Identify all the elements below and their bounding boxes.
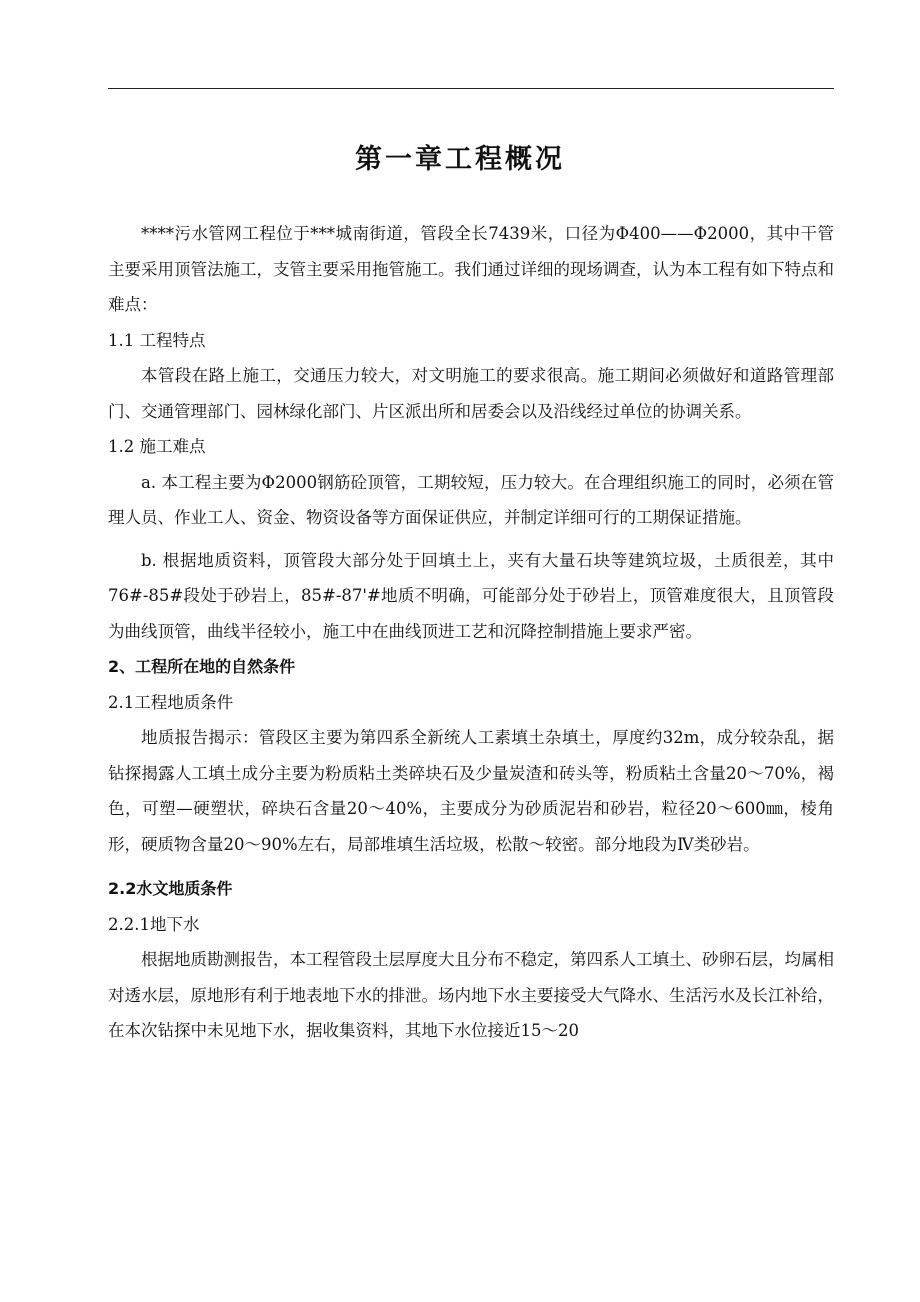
intro-paragraph: ****污水管网工程位于***城南街道，管段全长7439米，口径为Φ400——Φ2000，其中干管主要采用顶管法施工，支管主要采用拖管施工。我们通过详细的现场调查，认为本工程有如下特点和难点： — [108, 224, 834, 314]
section-2-1-text: 地质报告揭示：管段区主要为第四系全新统人工素填土杂填土，厚度约32m，成分较杂乱，据钻探揭露人工填土成分主要为粉质粘土类碎块石及少量炭渣和砖头等，粉质粘土含量20～70%，褐色，可塑—硬塑状，碎块石含量20～40%，主要成分为砂质泥岩和砂岩，粒径20～600㎜，棱角形，硬质物含量20～90%左右，局部堆填生活垃圾，松散～较密。部分地段为Ⅳ类砂岩。 — [108, 728, 834, 854]
section-2-1-heading: 2.1工程地质条件 — [108, 692, 234, 712]
section-2-heading: 2、工程所在地的自然条件 — [108, 657, 296, 676]
document-body — [108, 216, 834, 1049]
section-2-2-1-heading: 2.2.1地下水 — [108, 914, 200, 934]
chapter-title: 第一章工程概况 — [355, 144, 565, 175]
header-rule — [108, 88, 834, 89]
section-1-1-heading: 1.1 工程特点 — [108, 330, 206, 350]
section-2-2-1-text: 根据地质勘测报告，本工程管段土层厚度大且分布不稳定，第四系人工填土、砂卵石层，均属相对透水层，原地形有利于地表地下水的排泄。场内地下水主要接受大气降水、生活污水及长江补给，在本次钻探中未见地下水，据收集资料，其地下水位接近15～20 — [108, 950, 834, 1040]
section-1-2-item-a: a. 本工程主要为Φ2000钢筋砼顶管，工期较短，压力较大。在合理组织施工的同时，必须在管理人员、作业工人、资金、物资设备等方面保证供应，并制定详细可行的工期保证措施。 — [108, 472, 834, 527]
section-1-2-item-b: b. 根据地质资料，顶管段大部分处于回填土上，夹有大量石块等建筑垃圾，土质很差，其中76#-85#段处于砂岩上，85#-87'#地质不明确，可能部分处于砂岩上，顶管难度很大，且顶管段为曲线顶管，曲线半径较小，施工中在曲线顶进工艺和沉降控制措施上要求严密。 — [108, 550, 834, 641]
section-1-1-text: 本管段在路上施工，交通压力较大，对文明施工的要求很高。施工期间必须做好和道路管理部门、交通管理部门、园林绿化部门、片区派出所和居委会以及沿线经过单位的协调关系。 — [108, 366, 834, 421]
section-2-2-heading: 2.2水文地质条件 — [108, 879, 233, 898]
section-1-2-heading: 1.2 施工难点 — [108, 437, 206, 456]
